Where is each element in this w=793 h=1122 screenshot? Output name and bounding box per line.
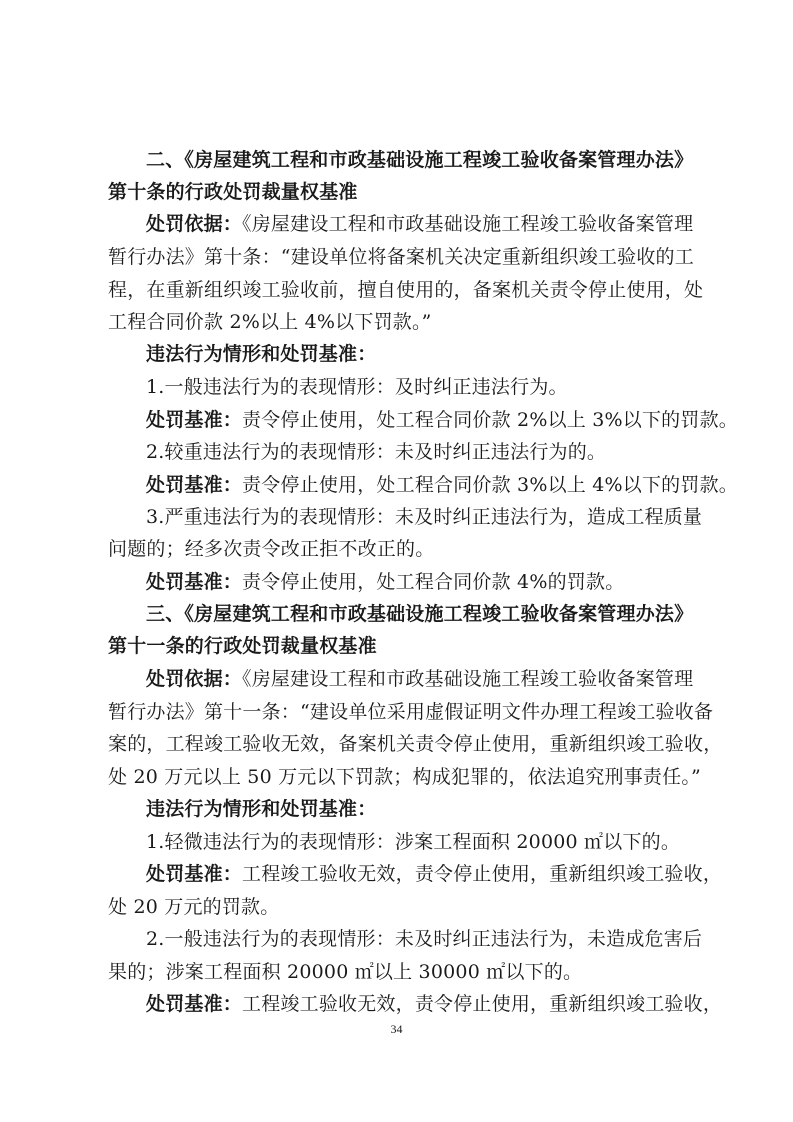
section-3-heading-cont: 第十一条的行政处罚裁量权基准 — [108, 635, 377, 657]
penalty-standard-2 — [146, 473, 738, 497]
paragraph-line: 果的；涉案工程面积 20000 ㎡以上 30000 ㎡以下的。 — [108, 961, 583, 983]
violation-item-2: 2.一般违法行为的表现情形：未及时纠正违法行为，未造成危害后 — [146, 928, 703, 950]
paragraph-line: 案的，工程竣工验收无效，备案机关责令停止使用，重新组织竣工验收， — [108, 733, 723, 755]
penalty-basis-paragraph — [146, 667, 693, 691]
penalty-standard-3 — [146, 570, 693, 594]
penalty-standard-text: 工程竣工验收无效，责令停止使用，重新组织竣工验收， — [242, 993, 723, 1015]
penalty-standard-label: 处罚基准： — [146, 863, 243, 885]
penalty-standard-label: 处罚基准： — [146, 474, 243, 496]
penalty-basis-text: 《房屋建设工程和市政基础设施工程竣工验收备案管理 — [242, 668, 694, 690]
paragraph-line: 处 20 万元的罚款。 — [108, 896, 280, 918]
penalty-standard-label: 处罚基准： — [146, 993, 243, 1015]
penalty-standard-text: 责令停止使用，处工程合同价款 4%的罚款。 — [242, 571, 625, 593]
section-2-heading: 二、《房屋建筑工程和市政基础设施工程竣工验收备案管理办法》 — [146, 149, 694, 171]
penalty-standard-text: 责令停止使用，处工程合同价款 3%以上 4%以下的罚款。 — [242, 474, 738, 496]
section-2-heading-cont: 第十条的行政处罚裁量权基准 — [108, 181, 358, 203]
paragraph-line: 暂行办法》第十条：“建设单位将备案机关决定重新组织竣工验收的工 — [108, 246, 694, 268]
paragraph-line: 处 20 万元以上 50 万元以下罚款；构成犯罪的，依法追究刑事责任。” — [108, 766, 701, 788]
violation-criteria-heading: 违法行为情形和处罚基准： — [146, 798, 377, 820]
violation-item-1: 1.一般违法行为的表现情形：及时纠正违法行为。 — [146, 376, 568, 398]
violation-item-3: 3.严重违法行为的表现情形：未及时纠正违法行为，造成工程质量 — [146, 506, 703, 528]
paragraph-line: 程，在重新组织竣工验收前，擅自使用的，备案机关责令停止使用，处 — [108, 279, 704, 301]
penalty-standard-2 — [146, 992, 723, 1016]
paragraph-line: 暂行办法》第十一条：“建设单位采用虚假证明文件办理工程竣工验收备 — [108, 701, 714, 723]
penalty-standard-1 — [146, 862, 723, 886]
penalty-basis-label: 处罚依据： — [146, 668, 243, 690]
penalty-standard-label: 处罚基准： — [146, 409, 243, 431]
penalty-standard-1 — [146, 408, 738, 432]
penalty-standard-label: 处罚基准： — [146, 571, 243, 593]
penalty-standard-text: 工程竣工验收无效，责令停止使用，重新组织竣工验收， — [242, 863, 723, 885]
violation-criteria-heading: 违法行为情形和处罚基准： — [146, 343, 377, 365]
paragraph-line: 问题的；经多次责令改正拒不改正的。 — [108, 538, 435, 560]
penalty-standard-text: 责令停止使用，处工程合同价款 2%以上 3%以下的罚款。 — [242, 409, 738, 431]
penalty-basis-text: 《房屋建设工程和市政基础设施工程竣工验收备案管理 — [242, 213, 694, 235]
violation-item-1: 1.轻微违法行为的表现情形：涉案工程面积 20000 ㎡以下的。 — [146, 831, 681, 853]
section-3-heading: 三、《房屋建筑工程和市政基础设施工程竣工验收备案管理办法》 — [146, 603, 694, 625]
penalty-basis-label: 处罚依据： — [146, 213, 243, 235]
page-number: 34 — [390, 1022, 403, 1036]
paragraph-line: 工程合同价款 2%以上 4%以下罚款。” — [108, 311, 432, 333]
violation-item-2: 2.较重违法行为的表现情形：未及时纠正违法行为的。 — [146, 441, 607, 463]
penalty-basis-paragraph — [146, 212, 693, 236]
